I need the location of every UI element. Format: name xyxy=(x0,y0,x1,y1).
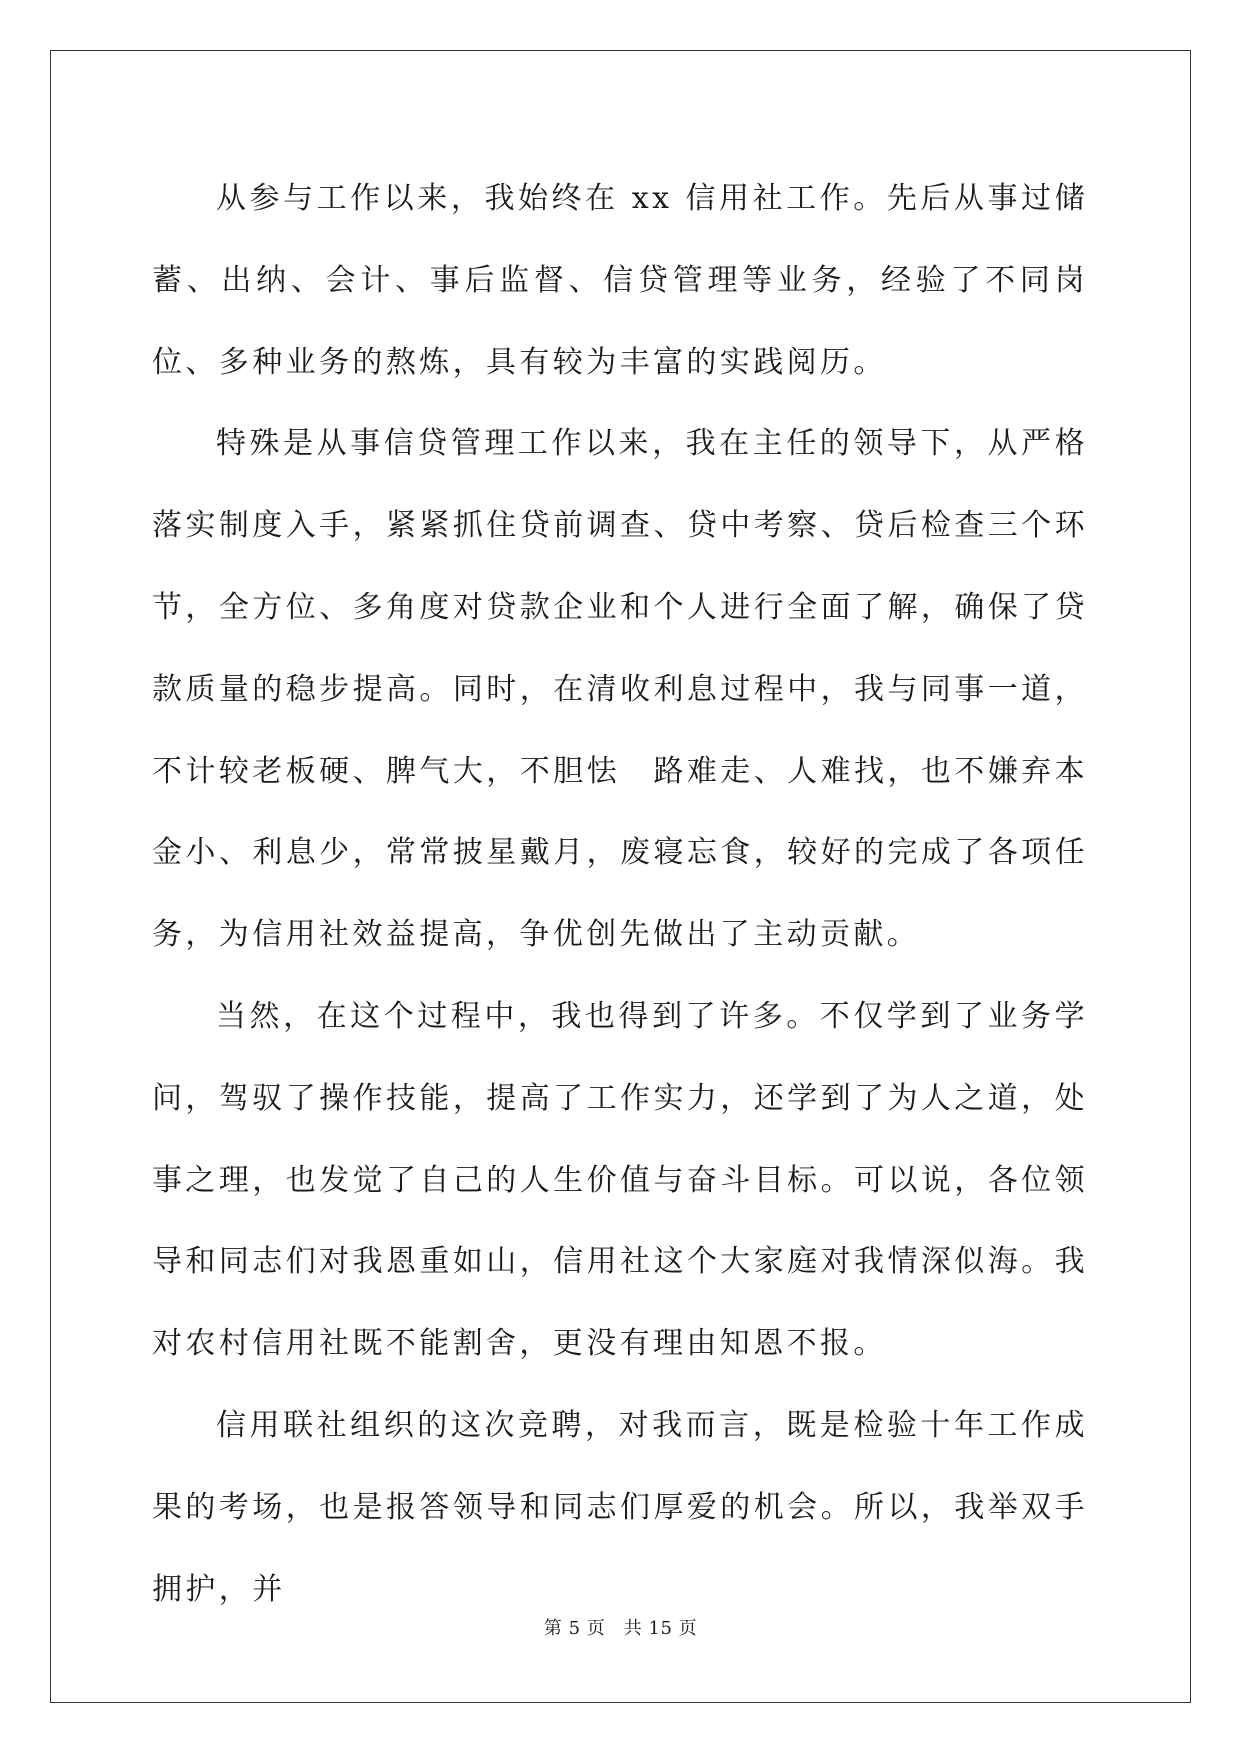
paragraph-2: 特殊是从事信贷管理工作以来，我在主任的领导下，从严格落实制度入手，紧紧抓住贷前调查、贷中考察、贷后检查三个环节，全方位、多角度对贷款企业和个人进行全面了解，确保了贷款质量的稳步提高。同时，在清收利息过程中，我与同事一道，不计较老板硬、脾气大，不胆怯 路难走、人难找，也不嫌弃本金小、利息少，常常披星戴月，废寝忘食，较好的完成了各项任务，为信用社效益提高，争优创先做出了主动贡献。 xyxy=(152,426,1088,953)
page-number: 第 5 页 共 15 页 xyxy=(543,1618,698,1639)
paragraph-4: 信用联社组织的这次竞聘，对我而言，既是检验十年工作成果的考场，也是报答领导和同志们厚爱的机会。所以，我举双手拥护，并 xyxy=(152,1407,1088,1607)
paragraph-3: 当然，在这个过程中，我也得到了许多。不仅学到了业务学问，驾驭了操作技能，提高了工作实力，还学到了为人之道，处事之理，也发觉了自己的人生价值与奋斗目标。可以说，各位领导和同志们对我恩重如山，信用社这个大家庭对我情深似海。我对农村信用社既不能割舍，更没有理由知恩不报。 xyxy=(152,998,1088,1362)
page-footer xyxy=(0,1614,1241,1640)
paragraph-1: 从参与工作以来，我始终在 xx 信用社工作。先后从事过储蓄、出纳、会计、事后监督、信贷管理等业务，经验了不同岗位、多种业务的熬炼，具有较为丰富的实践阅历。 xyxy=(152,181,1088,380)
document-body xyxy=(152,158,1088,1630)
